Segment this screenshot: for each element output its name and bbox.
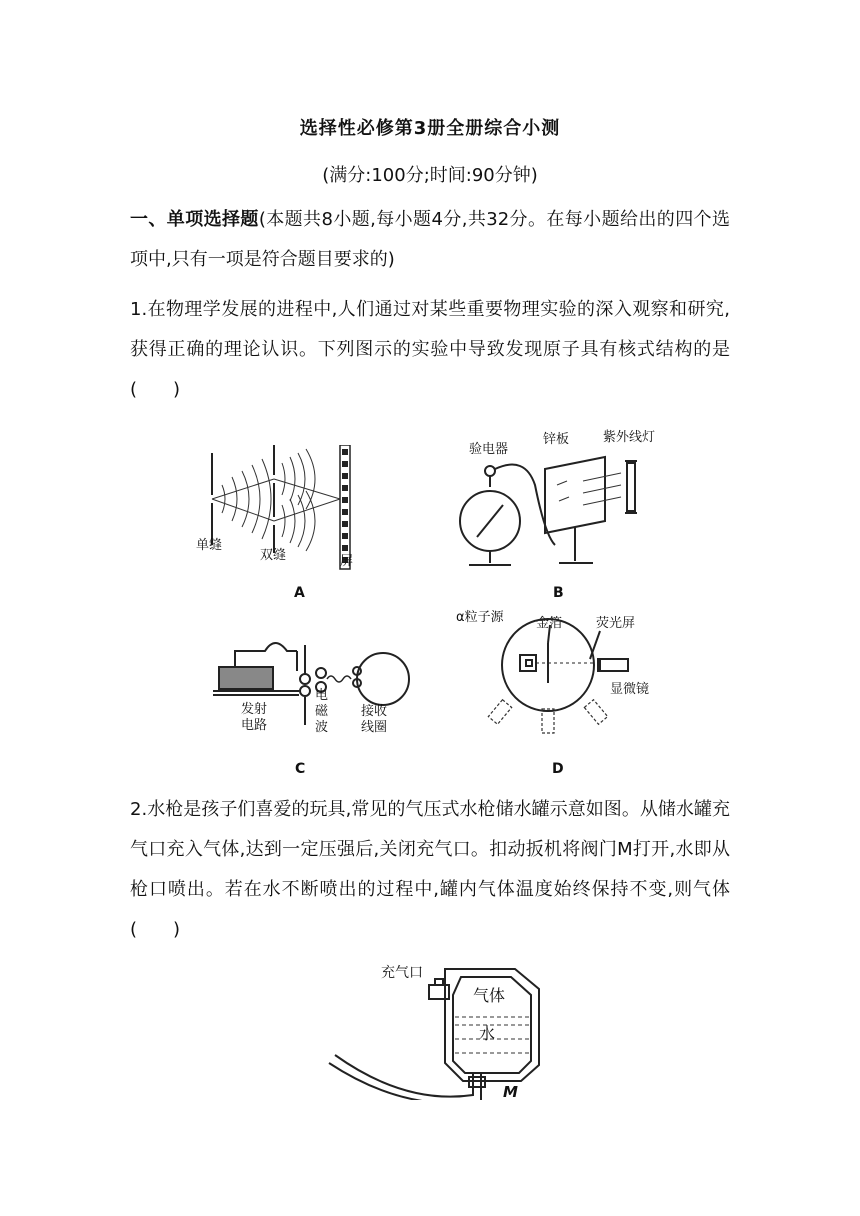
- transmitter-label-2: 电路: [241, 718, 268, 733]
- option-b-label: B: [553, 585, 564, 601]
- single-slit-label: 单缝: [196, 538, 223, 553]
- inlet-label: 充气口: [381, 965, 423, 981]
- receiver-label-2: 线圈: [361, 720, 388, 735]
- section-title: 一、单项选择题: [130, 209, 259, 230]
- double-slit-label: 双缝: [260, 548, 287, 563]
- screen-label: 屏: [340, 554, 354, 569]
- electroscope-label: 验电器: [469, 442, 509, 457]
- question-1-text: 1.在物理学发展的进程中,人们通过对某些重要物理实验的深入观察和研究,获得正确的理论认识。下列图示的实验中导致发现原子具有核式结构的是( ): [130, 299, 730, 400]
- wave-label-3: 波: [315, 720, 329, 735]
- water-label: 水: [479, 1024, 496, 1043]
- question-2-text: 2.水枪是孩子们喜爱的玩具,常见的气压式水枪储水罐示意如图。从储水罐充气口充入气体,达到一定压强后,关闭充气口。扣动扳机将阀门M打开,水即从枪口喷出。若在水不断喷出的过程中,罐内气体温度始终保持不变,则气体( ): [130, 799, 730, 940]
- gold-foil-label: 金箔: [536, 616, 563, 631]
- wave-label-2: 磁: [315, 704, 329, 719]
- alpha-source-label: α粒子源: [456, 610, 504, 625]
- transmitter-label-1: 发射: [241, 702, 268, 717]
- option-c-label: C: [295, 761, 306, 777]
- wave-label-1: 电: [315, 688, 329, 703]
- microscope-label: 显微镜: [610, 682, 650, 697]
- figure-c-em-wave: [205, 615, 425, 780]
- figure-a-double-slit: [190, 445, 390, 605]
- receiver-label-1: 接收: [361, 704, 388, 719]
- score-time-note: (满分:100分;时间:90分钟): [322, 165, 538, 186]
- zinc-plate-label: 锌板: [543, 432, 570, 447]
- uv-lamp-label: 紫外线灯: [603, 430, 656, 445]
- page-title: 选择性必修第3册全册综合小测: [299, 118, 561, 139]
- figure-b-photoelectric: [455, 425, 675, 605]
- option-a-label: A: [294, 585, 305, 601]
- valve-m-label: M: [503, 1083, 518, 1100]
- gas-label: 气体: [473, 986, 506, 1005]
- section-note: (本题共8小题,每小题4分,共32分。在每小题给出的四个选项中,只有一项是符合题目要求的): [130, 209, 730, 270]
- option-d-label: D: [552, 761, 564, 777]
- figure-water-gun-tank: [325, 955, 555, 1100]
- fluorescent-screen-label: 荧光屏: [596, 616, 636, 631]
- figure-d-alpha-scattering: [450, 605, 680, 780]
- section-heading: [130, 200, 730, 280]
